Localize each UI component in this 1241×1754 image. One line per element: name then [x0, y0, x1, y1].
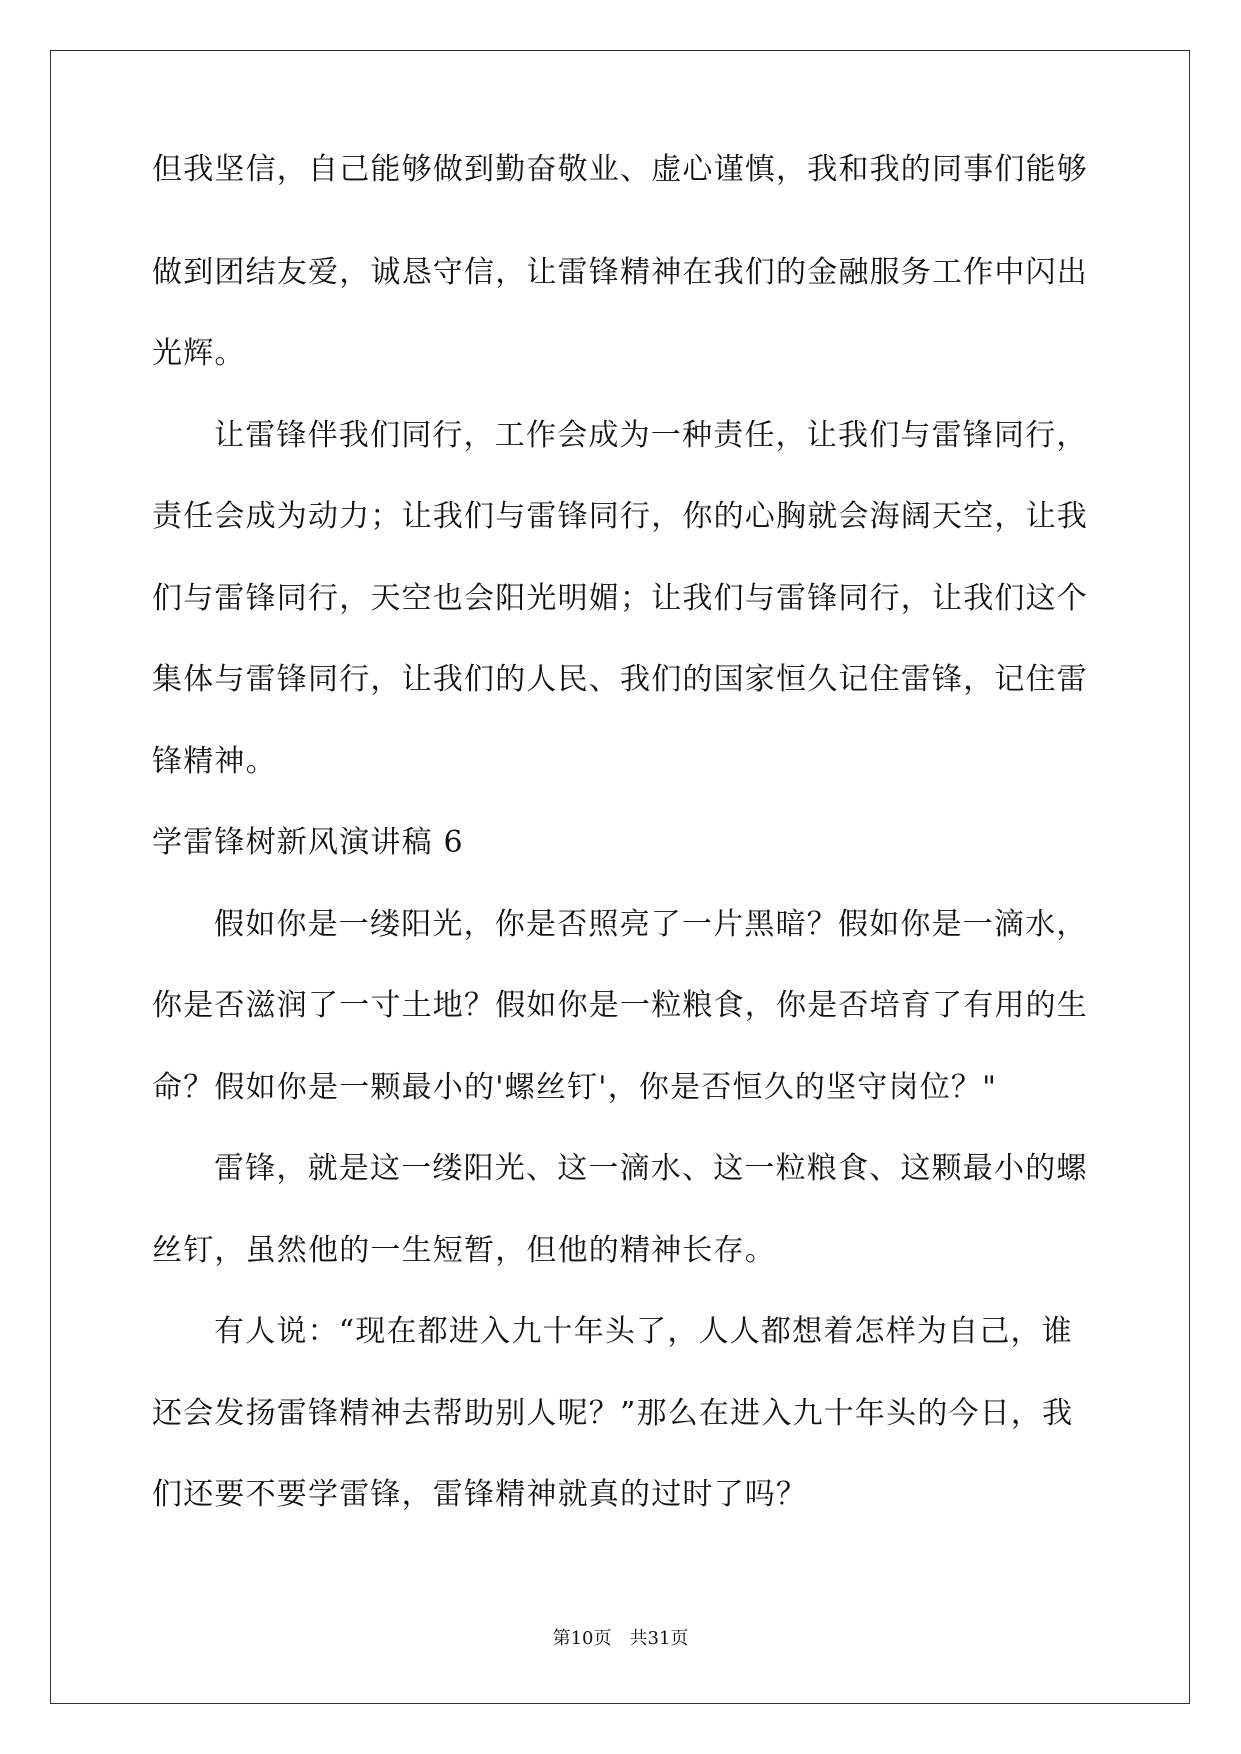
text-line: 你是否滋润了一寸土地？假如你是一粒粮食，你是否培育了有用的生 — [152, 988, 1088, 1023]
text-line: 集体与雷锋同行，让我们的人民、我们的国家恒久记住雷锋，记住雷 — [152, 662, 1088, 697]
paragraph-start-line: 让雷锋伴我们同行，工作会成为一种责任，让我们与雷锋同行， — [214, 417, 1088, 453]
paragraph-start-line: 有人说：“现在都进入九十年头了，人人都想着怎样为自己，谁 — [214, 1314, 1073, 1349]
paragraph-start-line: 雷锋，就是这一缕阳光、这一滴水、这一粒粮食、这颗最小的螺 — [214, 1151, 1088, 1186]
text-line: 们还要不要学雷锋，雷锋精神就真的过时了吗？ — [152, 1477, 808, 1512]
text-line: 还会发扬雷锋精神去帮助别人呢？”那么在进入九十年头的今日，我 — [152, 1395, 1074, 1431]
text-line: 做到团结友爱，诚恳守信，让雷锋精神在我们的金融服务工作中闪出 — [152, 254, 1088, 290]
document-body — [152, 150, 1089, 1536]
text-line: 光辉。 — [152, 336, 246, 371]
text-line: 责任会成为动力；让我们与雷锋同行，你的心胸就会海阔天空，让我 — [152, 499, 1088, 534]
text-line: 但我坚信，自己能够做到勤奋敬业、虚心谨慎，我和我的同事们能够 — [152, 152, 1088, 187]
paragraph-start-line: 假如你是一缕阳光，你是否照亮了一片黑暗？假如你是一滴水， — [214, 906, 1088, 942]
text-line: 们与雷锋同行，天空也会阳光明媚；让我们与雷锋同行，让我们这个 — [152, 580, 1088, 616]
page-number-footer: 第10页 共31页 — [552, 1628, 689, 1649]
text-line: 丝钉，虽然他的一生短暂，但他的精神长存。 — [152, 1232, 776, 1268]
section-heading: 学雷锋树新风演讲稿 6 — [152, 825, 464, 860]
text-line: 锋精神。 — [152, 743, 277, 779]
text-line: 命？假如你是一颗最小的'螺丝钉'，你是否恒久的坚守岗位？" — [152, 1069, 998, 1105]
